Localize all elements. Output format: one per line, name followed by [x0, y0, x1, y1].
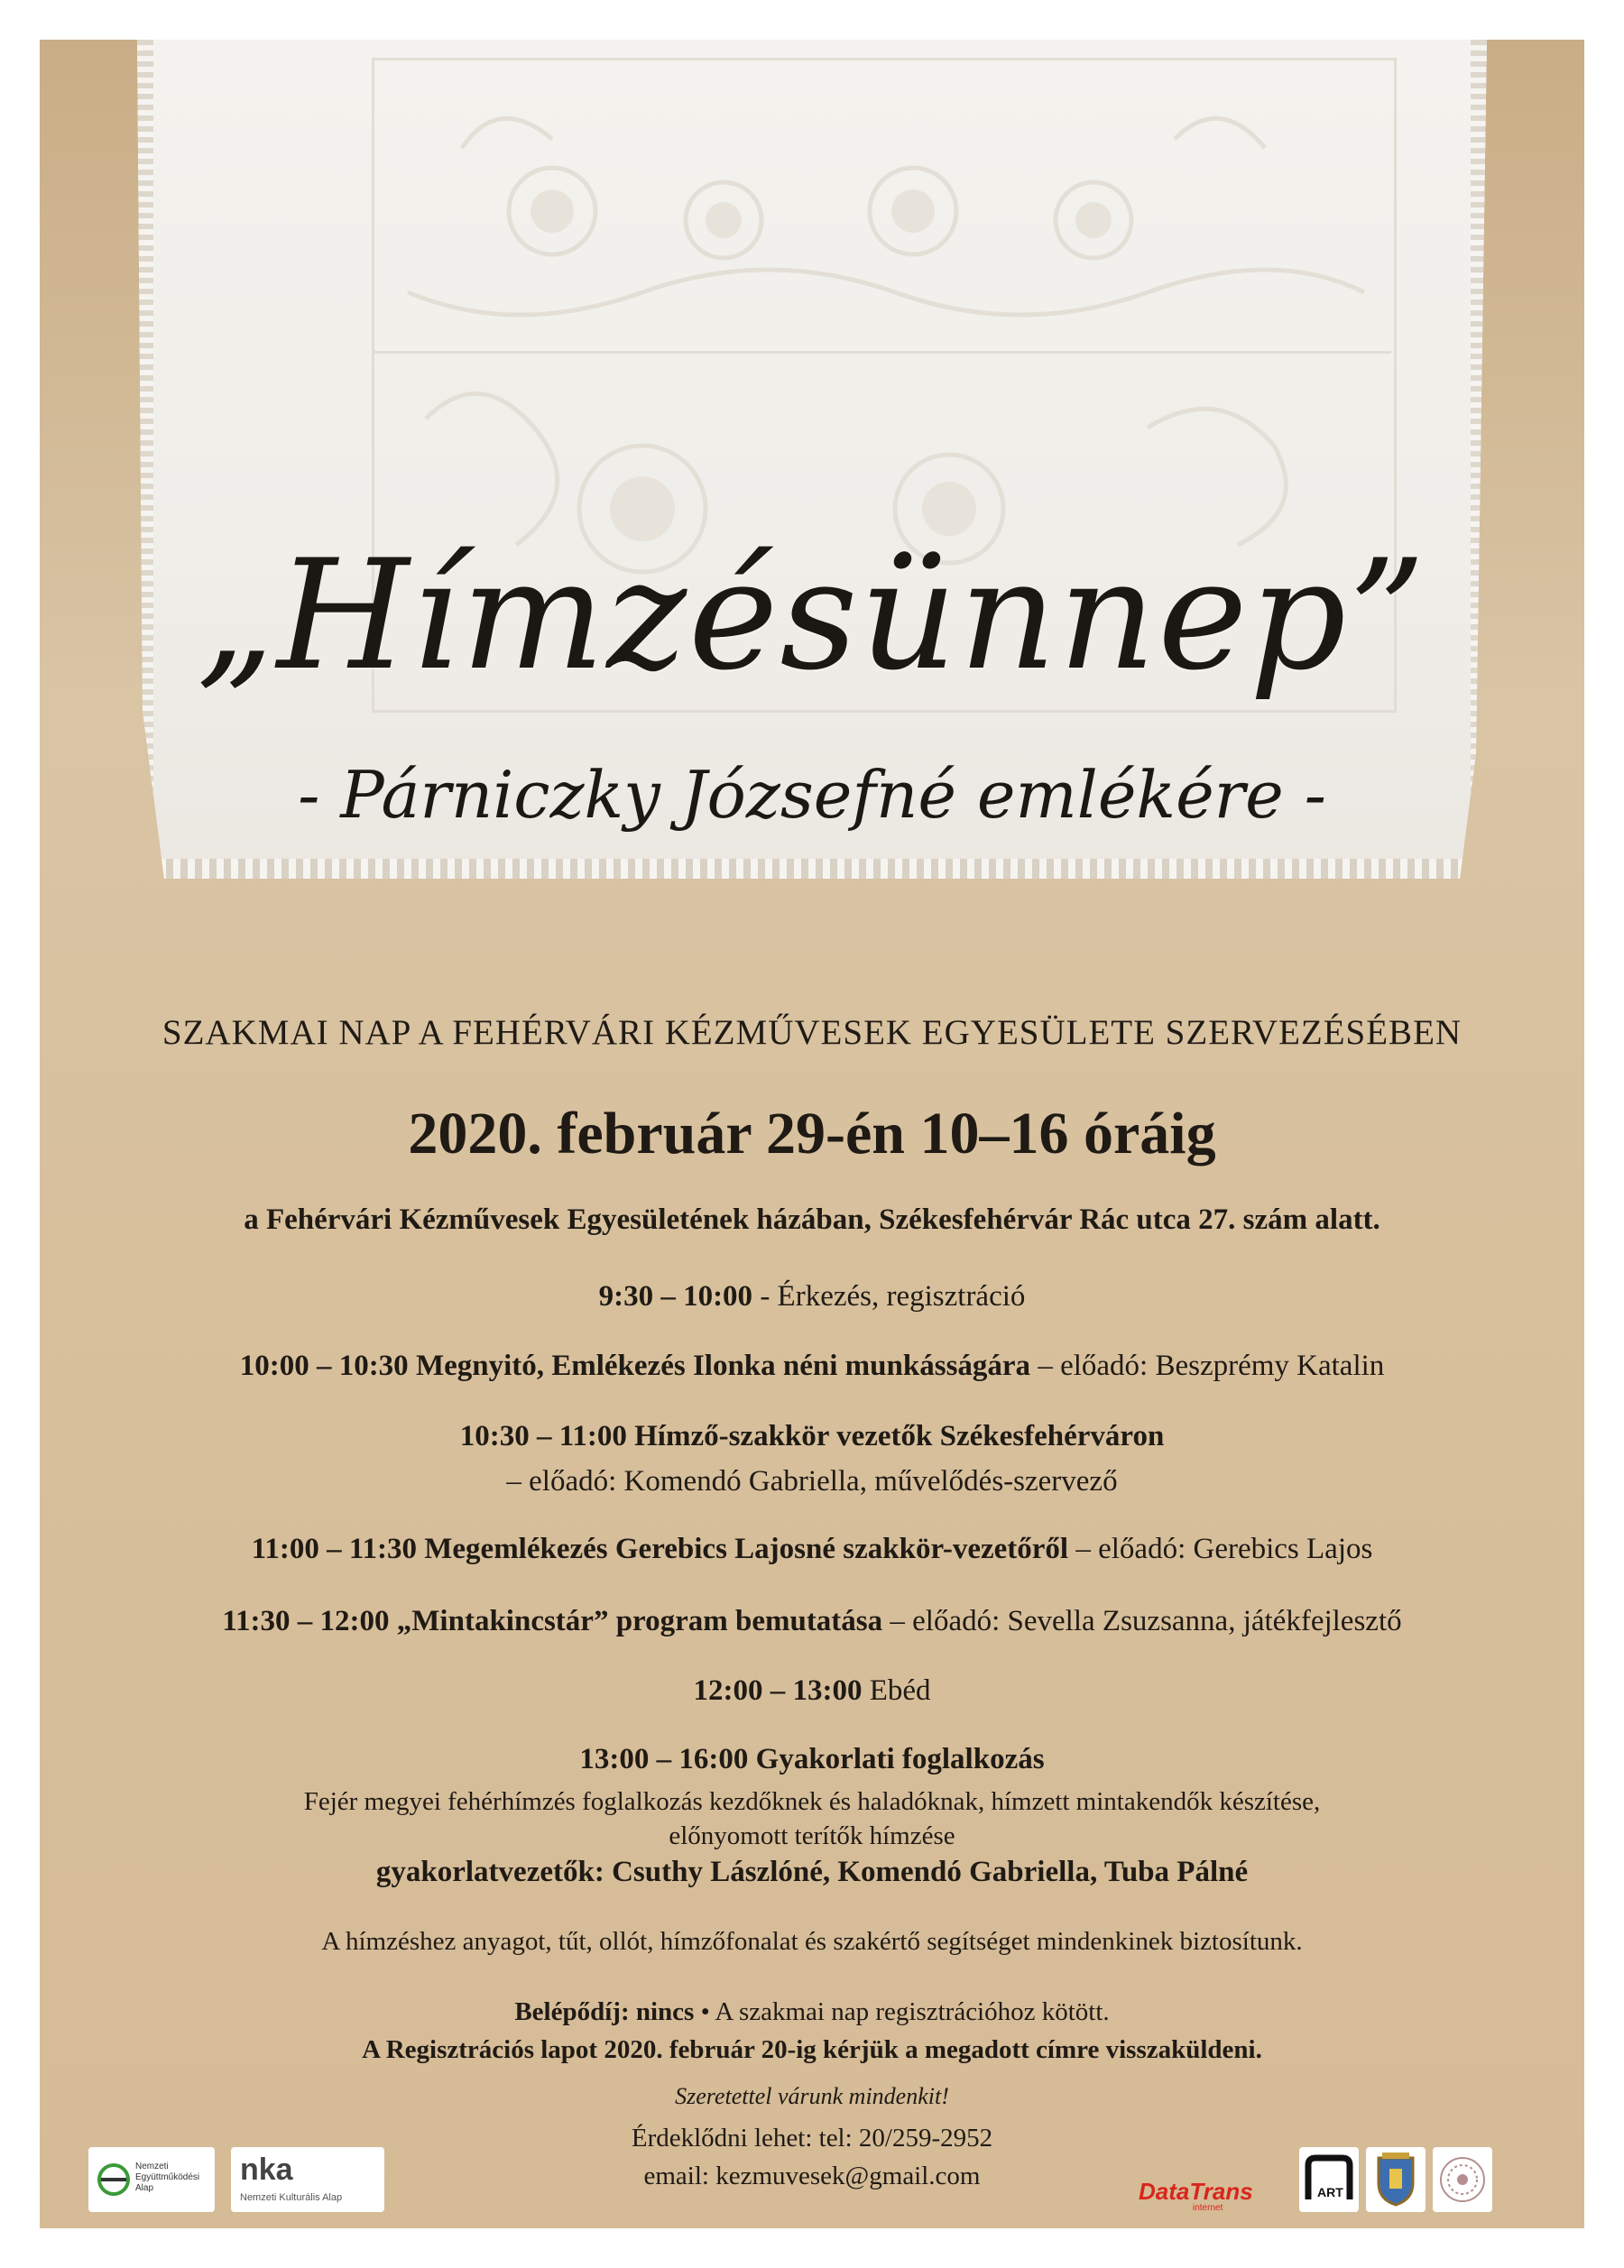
workshop-leaders: gyakorlatvezetők: Csuthy Lászlóné, Komendó Gabriella, Tuba Pálné — [375, 1856, 1249, 1888]
schedule-time: 12:00 – 13:00 — [693, 1674, 863, 1707]
nea-logo-icon — [96, 2162, 132, 2198]
schedule-title: „Mintakincstár” program bemutatása — [389, 1605, 883, 1637]
datatrans-logo — [1139, 2178, 1290, 2214]
contact-phone: Érdeklődni lehet: tel: 20/259-2952 — [631, 2124, 993, 2153]
embroidered-cloth-image — [137, 40, 1487, 879]
schedule-detail: – előadó: Sevella Zsuzsanna, játékfejlesztő — [882, 1605, 1402, 1637]
schedule-detail: - Érkezés, regisztráció — [752, 1280, 1026, 1313]
workshop-description: Fejér megyei fehérhímzés foglalkozás kezdőknek és haladóknak, hímzett mintakendők készítése, — [303, 1787, 1321, 1816]
schedule-title: Megnyitó, Emlékezés Ilonka néni munkásságára — [408, 1350, 1031, 1382]
entry-fee-line — [40, 1997, 1584, 2027]
schedule-item — [40, 1674, 1584, 1708]
event-venue: a Fehérvári Kézművesek Egyesületének házában, Székesfehérvár Rác utca 27. szám alatt. — [244, 1203, 1380, 1236]
nea-logo — [88, 2147, 215, 2212]
schedule-title: Hímző-szakkör vezetők Székesfehérváron — [626, 1420, 1165, 1452]
nea-logo-text: Nemzeti Együttműködési Alap — [135, 2162, 200, 2193]
schedule-time: 13:00 – 16:00 — [579, 1743, 749, 1775]
datatrans-logo-sub: internet — [1193, 2203, 1223, 2213]
entry-fee-label: Belépődíj: nincs — [514, 1997, 695, 2026]
contact-email: email: kezmuvesek@gmail.com — [643, 2162, 981, 2190]
organizer-line: SZAKMAI NAP A FEHÉRVÁRI KÉZMŰVESEK EGYESÜLETE SZERVEZÉSÉBEN — [161, 1013, 1463, 1052]
nka-logo-mark: nka — [240, 2153, 293, 2187]
schedule-detail: – előadó: Gerebics Lajos — [1068, 1533, 1373, 1565]
poster-title: „Hímzésünnep” — [196, 527, 1428, 704]
rosette-logo — [1433, 2147, 1492, 2212]
schedule-time: 10:00 – 10:30 — [239, 1350, 409, 1382]
schedule-time: 9:30 – 10:00 — [598, 1280, 753, 1313]
city-crest-logo — [1366, 2147, 1426, 2212]
schedule-item — [40, 1605, 1584, 1638]
mart-logo — [1299, 2147, 1359, 2212]
rosette-icon — [1433, 2147, 1492, 2212]
schedule-time: 11:00 – 11:30 — [251, 1533, 417, 1565]
poster — [40, 40, 1584, 2228]
schedule-time: 10:30 – 11:00 — [459, 1420, 627, 1452]
schedule-detail: – előadó: Beszprémy Katalin — [1030, 1350, 1385, 1382]
schedule-item — [40, 1420, 1584, 1453]
workshop-description: előnyomott terítők hímzése — [669, 1821, 955, 1850]
schedule-item — [40, 1350, 1584, 1383]
supplies-note: A hímzéshez anyagot, tűt, ollót, hímzőfonalat és szakértő segítséget mindenkinek biztosítunk. — [321, 1927, 1303, 1956]
embroidery-pattern — [137, 40, 1487, 879]
nka-logo — [231, 2147, 384, 2212]
datatrans-logo-text: DataTrans — [1139, 2178, 1253, 2205]
welcome-note: Szeretettel várunk mindenkit! — [675, 2083, 949, 2109]
schedule-item — [40, 1280, 1584, 1314]
mart-logo-text: ART — [1317, 2185, 1343, 2199]
poster-subtitle: - Párniczky Józsefné emlékére - — [298, 757, 1326, 833]
registration-note: A Regisztrációs lapot 2020. február 20-ig kérjük a megadott címre visszaküldeni. — [362, 2035, 1262, 2064]
city-crest-icon — [1366, 2147, 1426, 2212]
schedule-title: Megemlékezés Gerebics Lajosné szakkör-vezetőről — [417, 1533, 1069, 1565]
schedule-speaker: – előadó: Komendó Gabriella, művelődés-szervező — [506, 1465, 1118, 1498]
schedule-item — [40, 1533, 1584, 1566]
mart-logo-icon — [1299, 2147, 1359, 2212]
nka-logo-text: Nemzeti Kulturális Alap — [240, 2192, 343, 2203]
schedule-time: 11:30 – 12:00 — [222, 1605, 390, 1637]
event-date: 2020. február 29-én 10–16 óráig — [408, 1101, 1216, 1166]
entry-fee-note: • A szakmai nap regisztrációhoz kötött. — [694, 1997, 1110, 2026]
schedule-detail: Ebéd — [862, 1674, 931, 1707]
schedule-title: Gyakorlati foglalkozás — [748, 1743, 1045, 1775]
schedule-item — [40, 1743, 1584, 1776]
